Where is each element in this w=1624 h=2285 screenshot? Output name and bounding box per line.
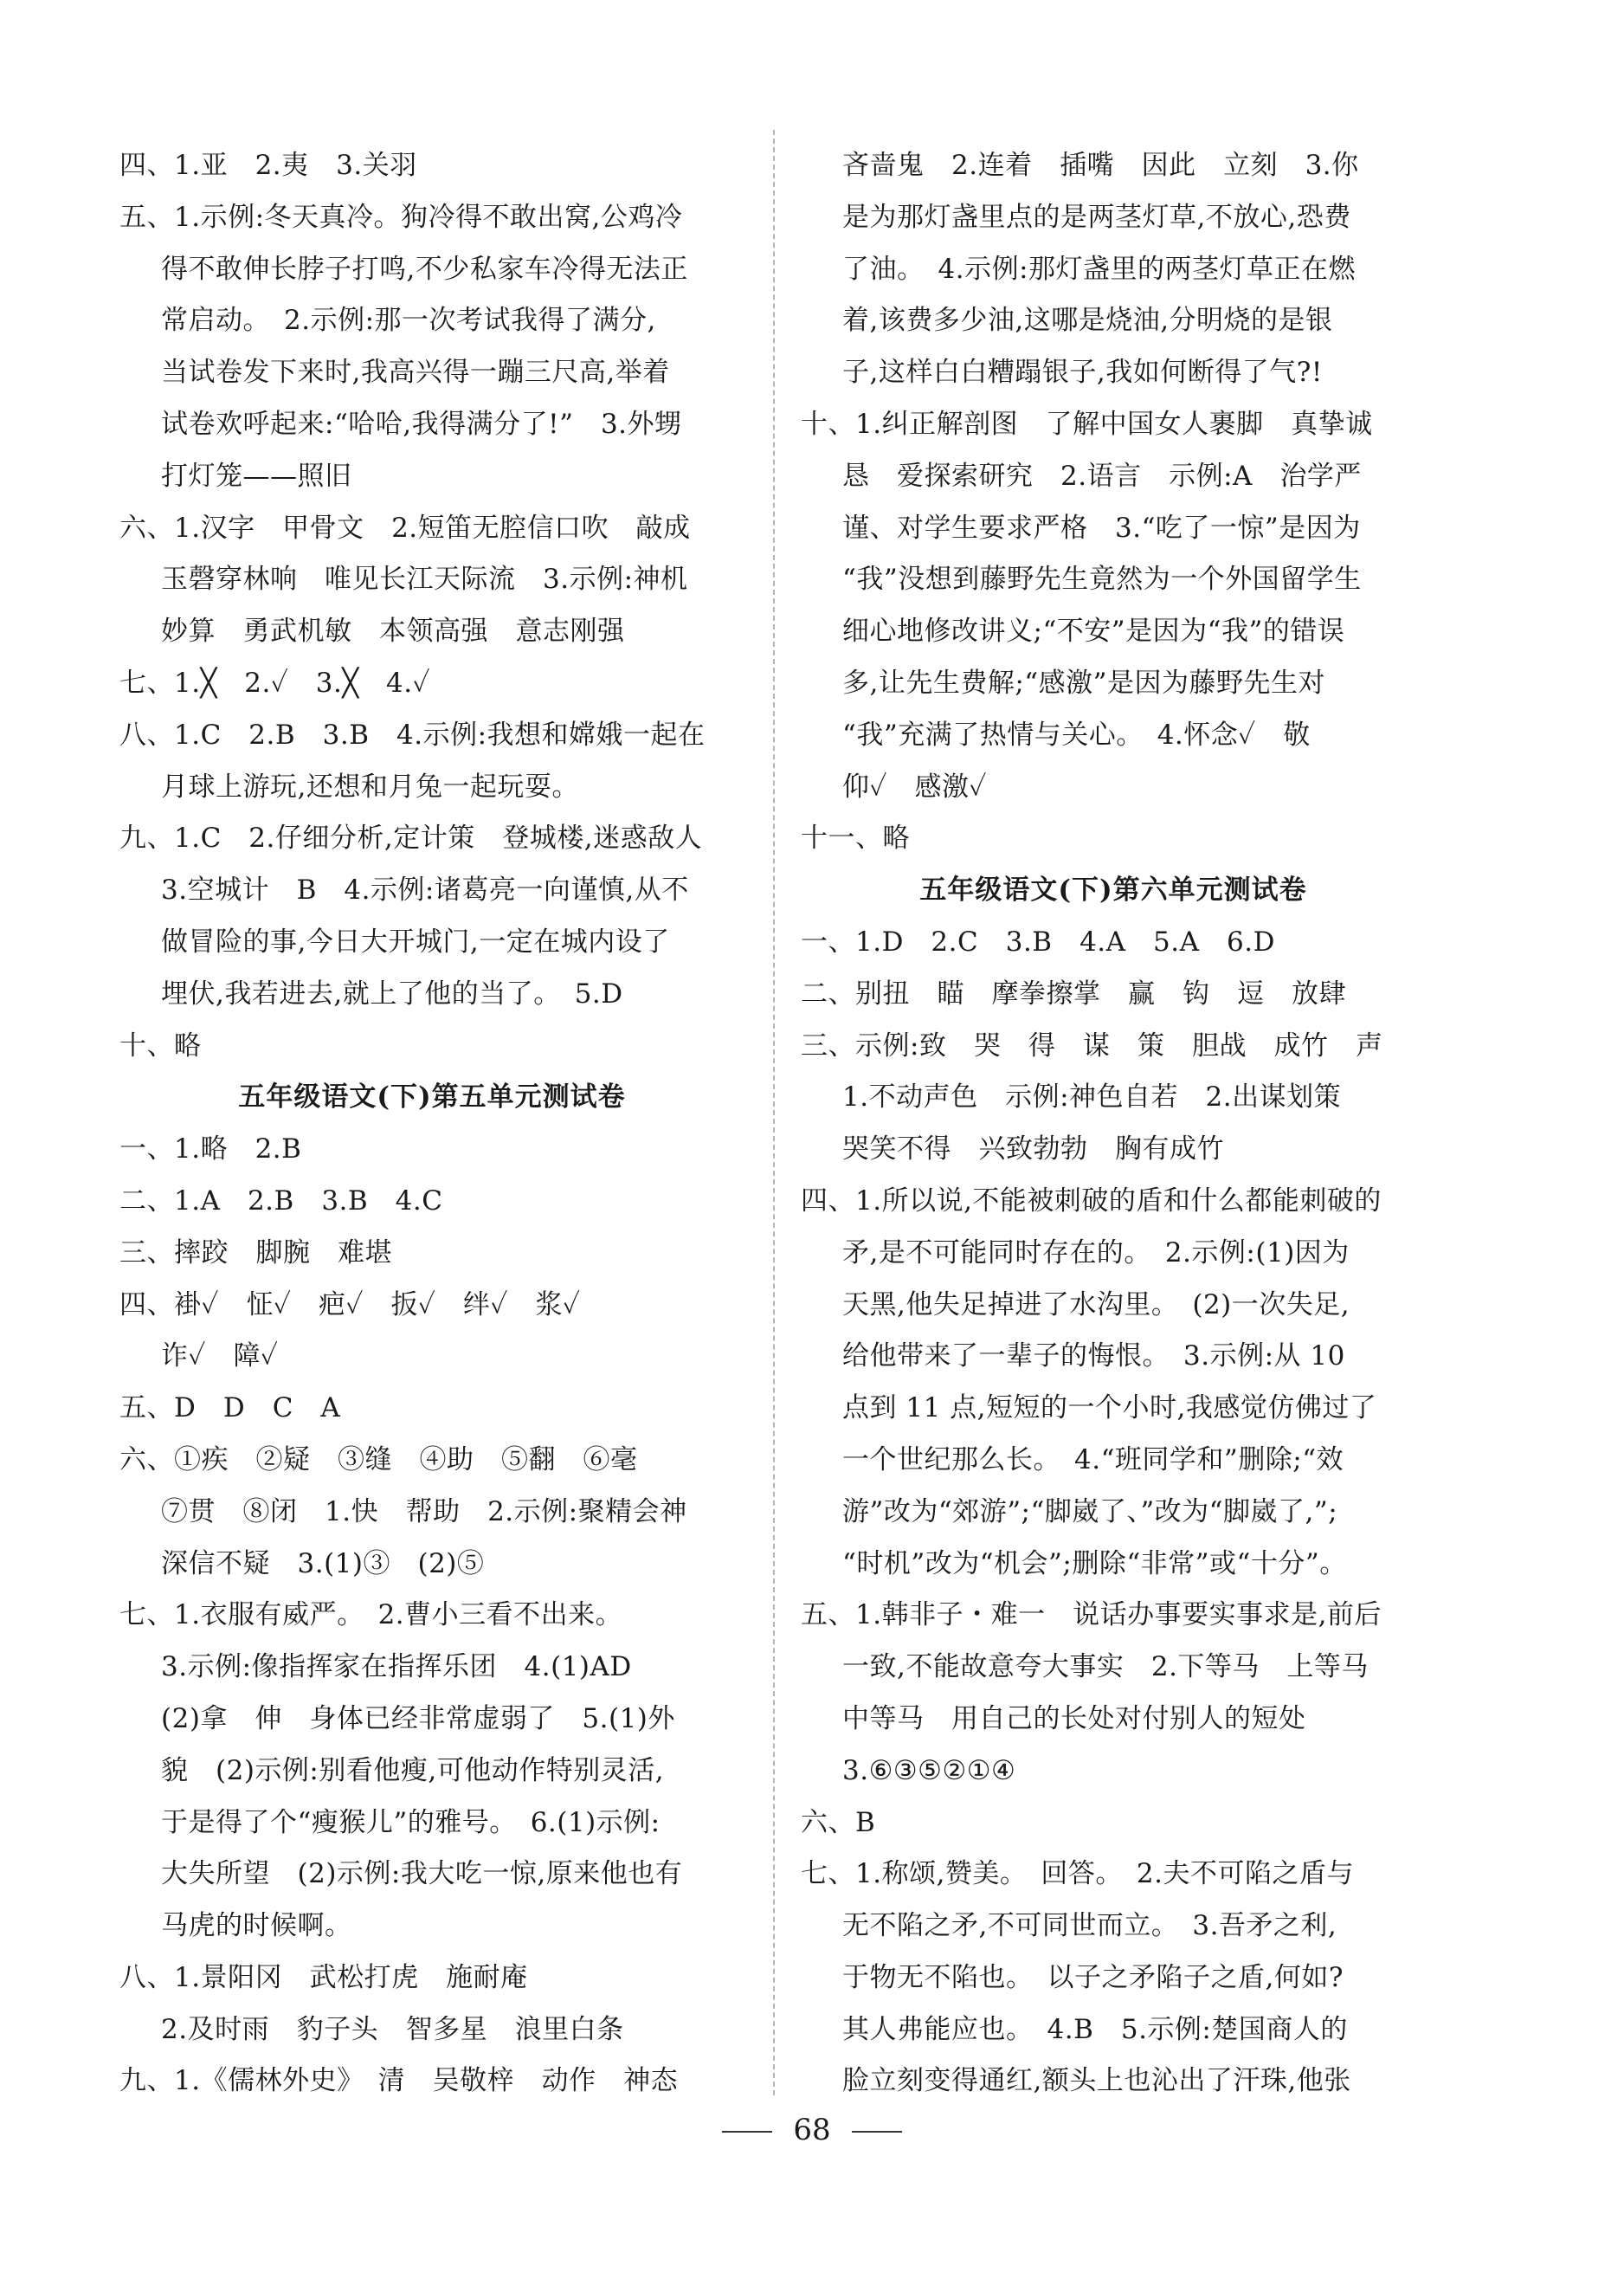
answer-line [801, 2056, 1426, 2107]
answer-line [801, 1331, 1426, 1383]
answer-line [801, 1590, 1426, 1642]
answer-line [801, 451, 1426, 503]
answer-line [119, 917, 744, 969]
answer-text: 哭笑不得 兴致勃勃 胸有成竹 [842, 1133, 1224, 1165]
answer-text: 马虎的时候啊。 [161, 1910, 352, 1942]
answer-line [119, 503, 744, 555]
answer-line [119, 762, 744, 814]
answer-text: 五、1.示例:冬天真冷。狗冷得不敢出窝,公鸡冷 [119, 201, 683, 233]
answer-line [119, 1849, 744, 1901]
answer-line [801, 503, 1426, 555]
answer-text: 四、1.亚 2.夷 3.关羽 [119, 150, 417, 181]
answer-text: 五年级语文(下)第五单元测试卷 [238, 1081, 626, 1113]
answer-text: 三、摔跤 脚腕 难堪 [119, 1236, 392, 1268]
answer-line [801, 295, 1426, 347]
answer-line [801, 1849, 1426, 1901]
answer-text: 3.⑥③⑤②①④ [842, 1754, 1016, 1786]
answer-line [119, 1124, 744, 1176]
answer-line [119, 1798, 744, 1849]
answer-line [801, 1228, 1426, 1280]
answer-text: 一致,不能故意夸大事实 2.下等马 上等马 [842, 1651, 1369, 1683]
footer-dash-right [852, 2131, 902, 2133]
answer-line [119, 1228, 744, 1280]
answer-text: 着,该费多少油,这哪是烧油,分明烧的是银 [842, 305, 1333, 337]
answer-text: 貌 (2)示例:别看他瘦,可他动作特别灵活, [161, 1754, 665, 1786]
answer-line [119, 1280, 744, 1332]
answer-text: 打灯笼——照旧 [161, 460, 352, 492]
answer-text: 一、1.D 2.C 3.B 4.A 5.A 6.D [801, 926, 1275, 958]
section-title [801, 865, 1426, 917]
answer-text: 一个世纪那么长。 4.“班同学和”删除;“效 [842, 1443, 1344, 1475]
answer-text: 八、1.景阳冈 武松打虎 施耐庵 [119, 1961, 528, 1993]
answer-text: 一、1.略 2.B [119, 1133, 302, 1165]
answer-line [801, 1487, 1426, 1539]
answer-text: 了油。 4.示例:那灯盏里的两茎灯草正在燃 [842, 253, 1357, 285]
answer-text: 四、1.所以说,不能被刺破的盾和什么都能刺破的 [801, 1184, 1382, 1217]
answer-line [801, 658, 1426, 710]
answer-line [119, 2004, 744, 2056]
answer-text: 妙算 勇武机敏 本领高强 意志刚强 [161, 616, 625, 648]
right-column [801, 140, 1426, 2107]
answer-text: 五、D D C A [119, 1392, 341, 1424]
answer-line [801, 1176, 1426, 1228]
answer-line [801, 1746, 1426, 1798]
answer-text: 深信不疑 3.(1)③ (2)⑤ [161, 1547, 485, 1579]
answer-text: 于是得了个“瘦猴儿”的雅号。 6.(1)示例: [161, 1806, 661, 1838]
answer-line [801, 1383, 1426, 1435]
answer-line [119, 606, 744, 658]
answer-text: 试卷欢呼起来:“哈哈,我得满分了!” 3.外甥 [161, 408, 682, 440]
answer-line [801, 2004, 1426, 2056]
answer-line [801, 399, 1426, 451]
answer-line [801, 762, 1426, 814]
answer-line [119, 1590, 744, 1642]
answer-line [119, 451, 744, 503]
answer-text: 六、1.汉字 甲骨文 2.短笛无腔信口吹 敲成 [119, 512, 691, 544]
answer-text: 八、1.C 2.B 3.B 4.示例:我想和嫦娥一起在 [119, 719, 706, 751]
answer-text: “我”没想到藤野先生竟然为一个外国留学生 [842, 564, 1362, 596]
answer-line [119, 1746, 744, 1798]
answer-text: 点到 11 点,短短的一个小时,我感觉仿佛过了 [842, 1392, 1377, 1424]
answer-text: 九、1.C 2.仔细分析,定计策 登城楼,迷惑敌人 [119, 823, 703, 855]
section-title [119, 1072, 744, 1124]
answer-text: 3.空城计 B 4.示例:诸葛亮一向谨慎,从不 [161, 875, 689, 907]
answer-line [801, 244, 1426, 296]
answer-line [119, 244, 744, 296]
answer-line [801, 710, 1426, 762]
answer-line [119, 813, 744, 865]
answer-text: 其人弗能应也。 4.B 5.示例:楚国商人的 [842, 2013, 1348, 2045]
answer-text: 中等马 用自己的长处对付别人的短处 [842, 1702, 1306, 1734]
answer-line [801, 1021, 1426, 1073]
answer-line [801, 969, 1426, 1021]
answer-line [119, 1953, 744, 2004]
answer-text: (2)拿 伸 身体已经非常虚弱了 5.(1)外 [161, 1702, 675, 1734]
answer-line [119, 347, 744, 399]
answer-line [119, 140, 744, 192]
answer-line [119, 969, 744, 1021]
answer-text: 四、褂✓ 怔✓ 疤✓ 扳✓ 绊✓ 浆✓ [119, 1288, 581, 1320]
answer-line [801, 1280, 1426, 1332]
answer-text: 玉磬穿林响 唯见长江天际流 3.示例:神机 [161, 564, 688, 596]
answer-line [801, 347, 1426, 399]
answer-text: 恳 爱探索研究 2.语言 示例:A 治学严 [842, 460, 1362, 492]
answer-text: 十、略 [119, 1030, 202, 1062]
answer-text: 细心地修改讲义;“不安”是因为“我”的错误 [842, 616, 1345, 648]
answer-text: 五、1.韩非子・难一 说话办事要实事求是,前后 [801, 1599, 1382, 1631]
answer-text: 给他带来了一辈子的悔恨。 3.示例:从 10 [842, 1340, 1345, 1372]
answer-line [801, 1435, 1426, 1487]
answer-line [119, 1642, 744, 1694]
answer-line [801, 140, 1426, 192]
answer-line [119, 1487, 744, 1539]
answer-line [119, 192, 744, 244]
answer-line [119, 1331, 744, 1383]
answer-line [119, 1021, 744, 1073]
answer-text: 五年级语文(下)第六单元测试卷 [919, 875, 1307, 907]
answer-text: 当试卷发下来时,我高兴得一蹦三尺高,举着 [161, 357, 670, 389]
answer-text: 六、B [801, 1806, 876, 1838]
answer-text: 2.及时雨 豹子头 智多星 浪里白条 [161, 2013, 624, 2045]
answer-text: 三、示例:致 哭 得 谋 策 胆战 成竹 声 [801, 1030, 1383, 1062]
column-divider [773, 130, 775, 2095]
answer-text: 十一、略 [801, 823, 910, 855]
answer-text: 七、1.称颂,赞美。 回答。 2.夫不可陷之盾与 [801, 1858, 1355, 1890]
answer-line [801, 813, 1426, 865]
answer-text: 谨、对学生要求严格 3.“吃了一惊”是因为 [842, 512, 1361, 544]
answer-text: 埋伏,我若进去,就上了他的当了。 5.D [161, 978, 623, 1010]
left-column [119, 140, 744, 2107]
answer-line [119, 658, 744, 710]
answer-line [119, 1176, 744, 1228]
answer-text: “时机”改为“机会”;删除“非常”或“十分”。 [842, 1547, 1347, 1579]
answer-text: 做冒险的事,今日大开城门,一定在城内设了 [161, 926, 670, 958]
answer-text: 1.不动声色 示例:神色自若 2.出谋划策 [842, 1081, 1342, 1113]
answer-line [801, 1124, 1426, 1176]
answer-text: 子,这样白白糟蹋银子,我如何断得了气?! [842, 357, 1323, 389]
answer-text: ⑦贯 ⑧闭 1.快 帮助 2.示例:聚精会神 [161, 1495, 687, 1527]
answer-text: 仰✓ 感激✓ [842, 771, 987, 803]
footer-dash-left [722, 2131, 772, 2133]
answer-text: 二、别扭 瞄 摩拳擦掌 赢 钩 逗 放肆 [801, 978, 1346, 1010]
answer-line [801, 917, 1426, 969]
answer-text: 七、1.╳ 2.✓ 3.╳ 4.✓ [119, 667, 431, 699]
answer-line [801, 1539, 1426, 1591]
answer-line [801, 1798, 1426, 1849]
answer-line [119, 710, 744, 762]
answer-line [801, 554, 1426, 606]
answer-text: 3.示例:像指挥家在指挥乐团 4.(1)AD [161, 1651, 632, 1683]
answer-line [119, 1435, 744, 1487]
answer-line [801, 1953, 1426, 2004]
answer-text: 六、①疾 ②疑 ③缝 ④助 ⑤翻 ⑥毫 [119, 1443, 638, 1475]
answer-line [119, 554, 744, 606]
answer-line [119, 1694, 744, 1746]
answer-text: 游”改为“郊游”;“脚崴了、”改为“脚崴了,”; [842, 1495, 1338, 1527]
answer-text: 矛,是不可能同时存在的。 2.示例:(1)因为 [842, 1236, 1350, 1268]
answer-line [119, 1383, 744, 1435]
answer-text: 于物无不陷也。 以子之矛陷子之盾,何如? [842, 1961, 1344, 1993]
answer-line [801, 606, 1426, 658]
answer-line [801, 1642, 1426, 1694]
answer-text: 大失所望 (2)示例:我大吃一惊,原来他也有 [161, 1858, 683, 1890]
answer-text: 是为那灯盏里点的是两茎灯草,不放心,恐费 [842, 201, 1351, 233]
answer-line [119, 1901, 744, 1953]
answer-text: 脸立刻变得通红,额头上也沁出了汗珠,他张 [842, 2065, 1351, 2097]
answer-text: 吝啬鬼 2.连着 插嘴 因此 立刻 3.你 [842, 150, 1359, 181]
answer-text: 常启动。 2.示例:那一次考试我得了满分, [161, 305, 656, 337]
answer-text: 十、1.纠正解剖图 了解中国女人裹脚 真挚诚 [801, 408, 1373, 440]
answer-text: 得不敢伸长脖子打鸣,不少私家车冷得无法正 [161, 253, 688, 285]
answer-text: 无不陷之矛,不可同世而立。 3.吾矛之利, [842, 1910, 1337, 1942]
answer-line [119, 865, 744, 917]
answer-line [801, 1072, 1426, 1124]
answer-line [801, 192, 1426, 244]
answer-text: 七、1.衣服有威严。 2.曹小三看不出来。 [119, 1599, 623, 1631]
answer-line [119, 1539, 744, 1591]
answer-line [119, 295, 744, 347]
answer-line [801, 1694, 1426, 1746]
page-number: 68 [793, 2113, 831, 2147]
answer-line [119, 399, 744, 451]
page-footer [0, 2113, 1624, 2147]
answer-text: 多,让先生费解;“感激”是因为藤野先生对 [842, 667, 1325, 699]
answer-text: 二、1.A 2.B 3.B 4.C [119, 1184, 443, 1217]
answer-text: 诈✓ 障✓ [161, 1340, 279, 1372]
answer-line [119, 2056, 744, 2107]
answer-text: 九、1.《儒林外史》 清 吴敬梓 动作 神态 [119, 2065, 679, 2097]
answer-text: 月球上游玩,还想和月兔一起玩耍。 [161, 771, 579, 803]
answer-text: 天黑,他失足掉进了水沟里。 (2)一次失足, [842, 1288, 1350, 1320]
answer-text: “我”充满了热情与关心。 4.怀念✓ 敬 [842, 719, 1311, 751]
answer-line [801, 1901, 1426, 1953]
